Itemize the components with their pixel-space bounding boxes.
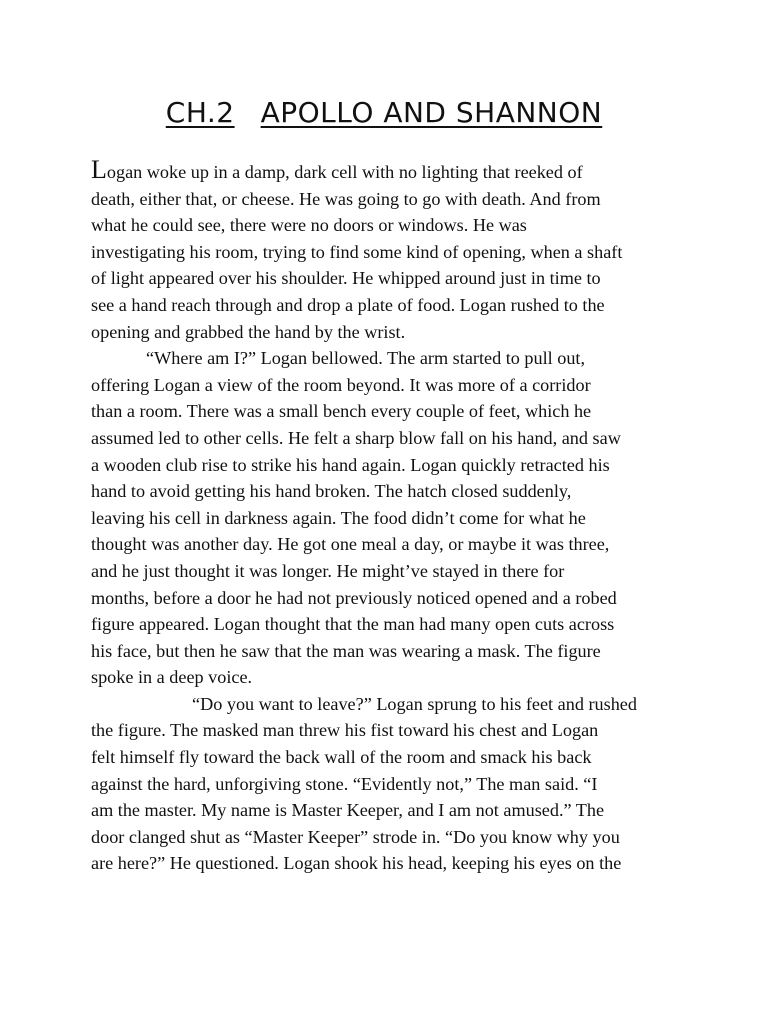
text-line-23: felt himself fly toward the back wall of the room and smack his back bbox=[91, 747, 592, 768]
drop-cap: L bbox=[91, 155, 107, 184]
text-line-1-rest: ogan woke up in a damp, dark cell with no lighting that reeked of bbox=[106, 162, 583, 182]
chapter-heading bbox=[0, 96, 768, 129]
text-line-8: “Where am I?” Logan bellowed. The arm started to pull out, bbox=[146, 348, 586, 369]
text-line-26: door clanged shut as “Master Keeper” strode in. “Do you know why you bbox=[91, 826, 620, 847]
text-line-5: of light appeared over his shoulder. He whipped around just in time to bbox=[91, 268, 601, 289]
text-line-21: “Do you want to leave?” Logan sprung to his feet and rushed bbox=[192, 693, 637, 714]
text-line-3: what he could see, there were no doors or windows. He was bbox=[91, 215, 527, 236]
text-line-9: offering Logan a view of the room beyond. It was more of a corridor bbox=[91, 374, 591, 395]
text-line-1 bbox=[91, 155, 691, 186]
text-line-17: months, before a door he had not previously noticed opened and a robed bbox=[91, 587, 617, 608]
text-line-14: leaving his cell in darkness again. The food didn’t come for what he bbox=[91, 507, 586, 528]
text-line-13: hand to avoid getting his hand broken. The hatch closed suddenly, bbox=[91, 481, 572, 502]
text-line-18: figure appeared. Logan thought that the man had many open cuts across bbox=[91, 614, 615, 635]
chapter-title: APOLLO AND SHANNON bbox=[260, 96, 603, 129]
text-line-16: and he just thought it was longer. He might’ve stayed in there for bbox=[91, 560, 565, 581]
text-line-12: a wooden club rise to strike his hand again. Logan quickly retracted his bbox=[91, 454, 610, 475]
text-line-22: the figure. The masked man threw his fist toward his chest and Logan bbox=[91, 720, 599, 741]
text-line-2: death, either that, or cheese. He was going to go with death. And from bbox=[91, 188, 601, 209]
text-line-6: see a hand reach through and drop a plate of food. Logan rushed to the bbox=[91, 294, 605, 315]
text-line-11: assumed led to other cells. He felt a sharp blow fall on his hand, and saw bbox=[91, 427, 621, 448]
chapter-number: CH.2 bbox=[165, 96, 235, 129]
body-text bbox=[91, 155, 691, 877]
text-line-4: investigating his room, trying to find some kind of opening, when a shaft bbox=[91, 241, 623, 262]
text-line-10: than a room. There was a small bench every couple of feet, which he bbox=[91, 401, 592, 422]
text-line-19: his face, but then he saw that the man was wearing a mask. The figure bbox=[91, 640, 601, 661]
text-line-24: against the hard, unforgiving stone. “Evidently not,” The man said. “I bbox=[91, 773, 598, 794]
text-line-7: opening and grabbed the hand by the wrist. bbox=[91, 321, 406, 342]
text-line-27: are here?” He questioned. Logan shook his head, keeping his eyes on the bbox=[91, 853, 622, 874]
text-line-15: thought was another day. He got one meal a day, or maybe it was three, bbox=[91, 534, 610, 555]
text-line-25: am the master. My name is Master Keeper, and I am not amused.” The bbox=[91, 800, 605, 821]
text-line-20: spoke in a deep voice. bbox=[91, 667, 253, 688]
